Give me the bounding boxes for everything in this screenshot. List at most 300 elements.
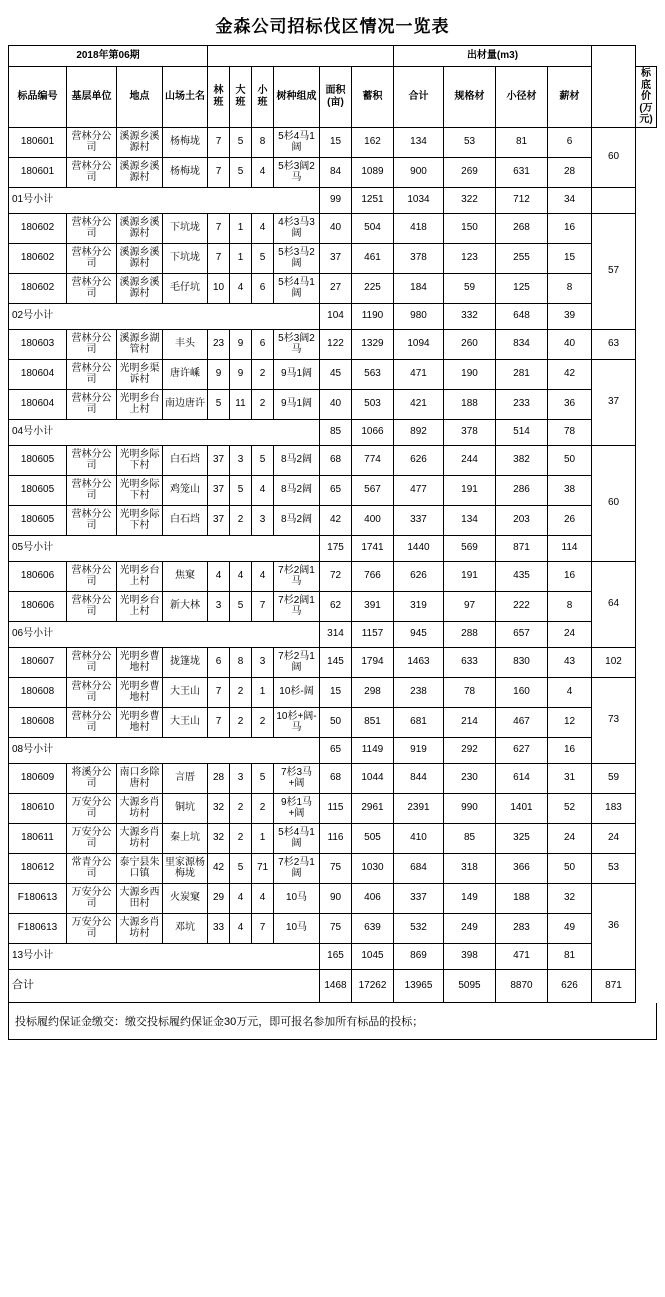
cell-small-wood: 631 [496,157,548,187]
cell-small-wood: 871 [496,535,548,561]
cell-small-wood: 614 [496,763,548,793]
table-row [9,591,657,621]
cell-da-ban: 4 [230,913,252,943]
cell-fuel-wood: 28 [548,157,592,187]
cell-total: 471 [394,359,444,389]
bid-table [8,45,657,1003]
cell-da-ban: 3 [230,763,252,793]
cell-total: 945 [394,621,444,647]
cell-volume: 406 [352,883,394,913]
cell-volume: 1066 [352,419,394,445]
cell-place: 溪源乡溪源村 [117,273,163,303]
th-volume: 蓄积 [352,67,394,128]
cell-base-price: 53 [592,853,636,883]
cell-bid-no: 180612 [9,853,67,883]
cell-site-name: 拢篷垅 [163,647,208,677]
cell-total: 337 [394,883,444,913]
cell-da-ban: 5 [230,475,252,505]
cell-spec-wood: 288 [444,621,496,647]
cell-xiao-ban: 2 [252,793,274,823]
cell-volume: 162 [352,127,394,157]
cell-lin-ban: 37 [208,505,230,535]
cell-place: 大源乡肖坊村 [117,793,163,823]
subtotal-row [9,737,657,763]
cell-spec-wood: 269 [444,157,496,187]
cell-place: 光明乡际下村 [117,445,163,475]
total-spec-wood: 5095 [444,969,496,1002]
cell-area: 75 [320,913,352,943]
cell-da-ban: 3 [230,445,252,475]
cell-site-name: 杨梅垅 [163,127,208,157]
cell-site-name: 下坑垅 [163,243,208,273]
cell-total: 892 [394,419,444,445]
cell-volume: 639 [352,913,394,943]
th-area: 面积(亩) [320,67,352,128]
subtotal-label: 01号小计 [9,187,320,213]
cell-species: 8马2阔 [274,475,320,505]
cell-area: 40 [320,389,352,419]
table-head [9,46,657,128]
bottom-spacer [8,1040,657,1048]
total-small-wood: 8870 [496,969,548,1002]
cell-fuel-wood: 12 [548,707,592,737]
cell-spec-wood: 990 [444,793,496,823]
cell-spec-wood: 332 [444,303,496,329]
cell-unit: 万安分公司 [67,913,117,943]
table-row [9,389,657,419]
cell-bid-no: F180613 [9,883,67,913]
cell-small-wood: 233 [496,389,548,419]
cell-species: 9杉1马+阔 [274,793,320,823]
table-row [9,883,657,913]
cell-da-ban: 1 [230,243,252,273]
cell-total: 980 [394,303,444,329]
cell-species: 10杉+阔-马 [274,707,320,737]
cell-da-ban: 9 [230,329,252,359]
cell-total: 2391 [394,793,444,823]
cell-da-ban: 5 [230,591,252,621]
subtotal-label: 04号小计 [9,419,320,445]
cell-bid-no: F180613 [9,913,67,943]
subtotal-row [9,419,657,445]
cell-site-name: 下坑垅 [163,213,208,243]
table-row [9,213,657,243]
cell-xiao-ban: 3 [252,505,274,535]
cell-lin-ban: 29 [208,883,230,913]
cell-xiao-ban: 4 [252,883,274,913]
cell-small-wood: 514 [496,419,548,445]
cell-area: 45 [320,359,352,389]
cell-total: 684 [394,853,444,883]
cell-lin-ban: 32 [208,823,230,853]
table-body [9,127,657,969]
th-fuel-wood: 薪材 [548,67,592,128]
cell-lin-ban: 28 [208,763,230,793]
cell-species: 8马2阔 [274,505,320,535]
subtotal-label: 02号小计 [9,303,320,329]
cell-volume: 1794 [352,647,394,677]
cell-small-wood: 255 [496,243,548,273]
cell-place: 泰宁县朱口镇 [117,853,163,883]
cell-species: 5杉3阔2马 [274,157,320,187]
cell-bid-no: 180603 [9,329,67,359]
total-volume: 17262 [352,969,394,1002]
cell-species: 7杉2阔1马 [274,561,320,591]
cell-fuel-wood: 24 [548,823,592,853]
cell-site-name: 焦窠 [163,561,208,591]
cell-xiao-ban: 6 [252,329,274,359]
cell-volume: 774 [352,445,394,475]
cell-spec-wood: 78 [444,677,496,707]
cell-site-name: 丰头 [163,329,208,359]
cell-area: 75 [320,853,352,883]
cell-da-ban: 2 [230,823,252,853]
cell-place: 光明乡际下村 [117,505,163,535]
cell-lin-ban: 33 [208,913,230,943]
cell-base-price: 102 [592,647,636,677]
cell-lin-ban: 5 [208,389,230,419]
cell-fuel-wood: 38 [548,475,592,505]
cell-lin-ban: 6 [208,647,230,677]
table-row [9,793,657,823]
cell-xiao-ban: 8 [252,127,274,157]
cell-base-price: 37 [592,359,636,445]
cell-da-ban: 5 [230,853,252,883]
cell-area: 122 [320,329,352,359]
cell-spec-wood: 134 [444,505,496,535]
cell-da-ban: 9 [230,359,252,389]
cell-area: 165 [320,943,352,969]
cell-unit: 营林分公司 [67,475,117,505]
cell-fuel-wood: 43 [548,647,592,677]
cell-site-name: 唐许嵊 [163,359,208,389]
cell-spec-wood: 59 [444,273,496,303]
total-area: 1468 [320,969,352,1002]
cell-area: 15 [320,677,352,707]
cell-site-name: 言厝 [163,763,208,793]
table-row [9,157,657,187]
cell-site-name: 杨梅垅 [163,157,208,187]
cell-small-wood: 81 [496,127,548,157]
cell-place: 光明乡台上村 [117,389,163,419]
cell-fuel-wood: 34 [548,187,592,213]
cell-lin-ban: 7 [208,677,230,707]
cell-total: 477 [394,475,444,505]
cell-base-price: 24 [592,823,636,853]
cell-site-name: 大王山 [163,707,208,737]
cell-area: 145 [320,647,352,677]
cell-species: 10马 [274,913,320,943]
cell-small-wood: 834 [496,329,548,359]
cell-da-ban: 11 [230,389,252,419]
cell-area: 115 [320,793,352,823]
cell-small-wood: 366 [496,853,548,883]
cell-fuel-wood: 4 [548,677,592,707]
cell-place: 光明乡曹地村 [117,707,163,737]
cell-bid-no: 180606 [9,591,67,621]
cell-fuel-wood: 32 [548,883,592,913]
cell-unit: 营林分公司 [67,273,117,303]
cell-xiao-ban: 5 [252,445,274,475]
cell-place: 光明乡曹地村 [117,647,163,677]
cell-xiao-ban: 4 [252,561,274,591]
cell-volume: 1190 [352,303,394,329]
cell-total: 844 [394,763,444,793]
cell-small-wood: 712 [496,187,548,213]
cell-total: 421 [394,389,444,419]
cell-fuel-wood: 39 [548,303,592,329]
th-xiao-ban: 小班 [252,67,274,128]
cell-volume: 2961 [352,793,394,823]
th-spec-wood: 规格材 [444,67,496,128]
cell-fuel-wood: 50 [548,445,592,475]
cell-small-wood: 382 [496,445,548,475]
cell-volume: 1329 [352,329,394,359]
cell-da-ban: 5 [230,127,252,157]
total-price: 871 [592,969,636,1002]
cell-site-name: 邓坑 [163,913,208,943]
cell-xiao-ban: 3 [252,647,274,677]
page-title: 金森公司招标伐区情况一览表 [215,17,450,36]
cell-spec-wood: 53 [444,127,496,157]
cell-unit: 常青分公司 [67,853,117,883]
cell-volume: 851 [352,707,394,737]
cell-small-wood: 125 [496,273,548,303]
cell-spec-wood: 214 [444,707,496,737]
cell-spec-wood: 230 [444,763,496,793]
cell-lin-ban: 32 [208,793,230,823]
cell-total: 626 [394,561,444,591]
cell-species: 9马1阔 [274,359,320,389]
cell-unit: 营林分公司 [67,213,117,243]
cell-bid-no: 180608 [9,677,67,707]
period-filler-left [208,46,394,67]
cell-spec-wood: 149 [444,883,496,913]
cell-xiao-ban: 2 [252,707,274,737]
cell-fuel-wood: 40 [548,329,592,359]
cell-bid-no: 180611 [9,823,67,853]
cell-xiao-ban: 5 [252,243,274,273]
cell-area: 99 [320,187,352,213]
cell-fuel-wood: 78 [548,419,592,445]
cell-fuel-wood: 16 [548,561,592,591]
cell-area: 85 [320,419,352,445]
cell-species: 7杉3马+阔 [274,763,320,793]
cell-volume: 461 [352,243,394,273]
cell-lin-ban: 7 [208,707,230,737]
cell-small-wood: 648 [496,303,548,329]
cell-total: 238 [394,677,444,707]
cell-volume: 1045 [352,943,394,969]
table-foot [9,969,657,1002]
cell-spec-wood: 97 [444,591,496,621]
table-row [9,707,657,737]
subtotal-label: 13号小计 [9,943,320,969]
cell-place: 大源乡肖坊村 [117,913,163,943]
subtotal-row [9,943,657,969]
subtotal-row [9,187,657,213]
cell-area: 40 [320,213,352,243]
cell-species: 7杉2阔1马 [274,591,320,621]
cell-species: 10杉-阔 [274,677,320,707]
cell-area: 65 [320,737,352,763]
cell-species: 5杉3阔2马 [274,329,320,359]
cell-spec-wood: 150 [444,213,496,243]
cell-xiao-ban: 4 [252,475,274,505]
cell-unit: 营林分公司 [67,359,117,389]
cell-unit: 营林分公司 [67,591,117,621]
cell-lin-ban: 7 [208,213,230,243]
cell-total: 1094 [394,329,444,359]
cell-volume: 391 [352,591,394,621]
cell-total: 919 [394,737,444,763]
cell-area: 68 [320,763,352,793]
table-row [9,243,657,273]
cell-site-name: 白石垱 [163,445,208,475]
note-text: 投标履约保证金缴交：缴交投标履约保证金30万元，即可报名参加所有标品的投标； [8,1003,657,1040]
cell-unit: 营林分公司 [67,505,117,535]
table-row [9,127,657,157]
cell-area: 72 [320,561,352,591]
subtotal-row [9,621,657,647]
cell-lin-ban: 37 [208,475,230,505]
cell-fuel-wood: 31 [548,763,592,793]
cell-fuel-wood: 8 [548,273,592,303]
cell-total: 410 [394,823,444,853]
cell-volume: 504 [352,213,394,243]
cell-volume: 766 [352,561,394,591]
cell-small-wood: 268 [496,213,548,243]
cell-place: 光明乡台上村 [117,591,163,621]
table-row [9,561,657,591]
cell-volume: 505 [352,823,394,853]
cell-spec-wood: 249 [444,913,496,943]
cell-base-price: 60 [592,127,636,187]
cell-small-wood: 1401 [496,793,548,823]
cell-species: 8马2阔 [274,445,320,475]
cell-total: 134 [394,127,444,157]
table-row [9,677,657,707]
cell-area: 116 [320,823,352,853]
cell-fuel-wood: 24 [548,621,592,647]
cell-place: 光明乡台上村 [117,561,163,591]
cell-unit: 营林分公司 [67,445,117,475]
table-row [9,329,657,359]
th-base-price: 标底价(万元) [636,67,657,128]
cell-species: 5杉4马1阔 [274,823,320,853]
cell-volume: 1089 [352,157,394,187]
cell-fuel-wood: 6 [548,127,592,157]
table-row [9,475,657,505]
cell-spec-wood: 260 [444,329,496,359]
cell-small-wood: 471 [496,943,548,969]
table-row [9,823,657,853]
table-row [9,359,657,389]
cell-fuel-wood: 8 [548,591,592,621]
cell-fuel-wood: 15 [548,243,592,273]
cell-place: 溪源乡溪源村 [117,127,163,157]
cell-da-ban: 2 [230,793,252,823]
cell-unit: 营林分公司 [67,647,117,677]
cell-small-wood: 830 [496,647,548,677]
cell-unit: 营林分公司 [67,157,117,187]
cell-unit: 营林分公司 [67,243,117,273]
cell-unit: 万安分公司 [67,793,117,823]
cell-spec-wood: 190 [444,359,496,389]
cell-spec-wood: 85 [444,823,496,853]
cell-area: 104 [320,303,352,329]
cell-xiao-ban: 5 [252,763,274,793]
cell-volume: 1251 [352,187,394,213]
cell-total: 378 [394,243,444,273]
cell-small-wood: 281 [496,359,548,389]
cell-small-wood: 657 [496,621,548,647]
cell-spec-wood: 244 [444,445,496,475]
cell-total: 681 [394,707,444,737]
cell-site-name: 毛仔坑 [163,273,208,303]
cell-volume: 225 [352,273,394,303]
cell-site-name: 新大林 [163,591,208,621]
table-row [9,445,657,475]
cell-bid-no: 180602 [9,243,67,273]
cell-site-name: 白石垱 [163,505,208,535]
cell-area: 62 [320,591,352,621]
cell-area: 42 [320,505,352,535]
th-lin-ban: 林班 [208,67,230,128]
cell-volume: 298 [352,677,394,707]
cell-area: 15 [320,127,352,157]
subtotal-label: 08号小计 [9,737,320,763]
cell-volume: 567 [352,475,394,505]
cell-bid-no: 180602 [9,273,67,303]
cell-small-wood: 467 [496,707,548,737]
cell-da-ban: 4 [230,273,252,303]
cell-total: 900 [394,157,444,187]
cell-fuel-wood: 26 [548,505,592,535]
subtotal-label: 05号小计 [9,535,320,561]
cell-base-price: 183 [592,793,636,823]
cell-total: 626 [394,445,444,475]
cell-volume: 1741 [352,535,394,561]
header-row [9,67,657,128]
cell-area: 37 [320,243,352,273]
cell-small-wood: 188 [496,883,548,913]
cell-total: 1463 [394,647,444,677]
cell-total: 337 [394,505,444,535]
cell-fuel-wood: 50 [548,853,592,883]
cell-bid-no: 180609 [9,763,67,793]
cell-fuel-wood: 114 [548,535,592,561]
cell-unit: 万安分公司 [67,823,117,853]
cell-lin-ban: 4 [208,561,230,591]
table-row [9,853,657,883]
cell-area: 314 [320,621,352,647]
subtotal-row [9,303,657,329]
cell-xiao-ban: 1 [252,823,274,853]
cell-site-name: 铜坑 [163,793,208,823]
cell-base-price [592,187,636,213]
cell-volume: 1157 [352,621,394,647]
cell-species: 10马 [274,883,320,913]
table-row [9,647,657,677]
cell-small-wood: 325 [496,823,548,853]
cell-lin-ban: 10 [208,273,230,303]
cell-species: 4杉3马3阔 [274,213,320,243]
cell-area: 68 [320,445,352,475]
cell-spec-wood: 191 [444,561,496,591]
table-row [9,273,657,303]
cell-site-name: 秦上坑 [163,823,208,853]
